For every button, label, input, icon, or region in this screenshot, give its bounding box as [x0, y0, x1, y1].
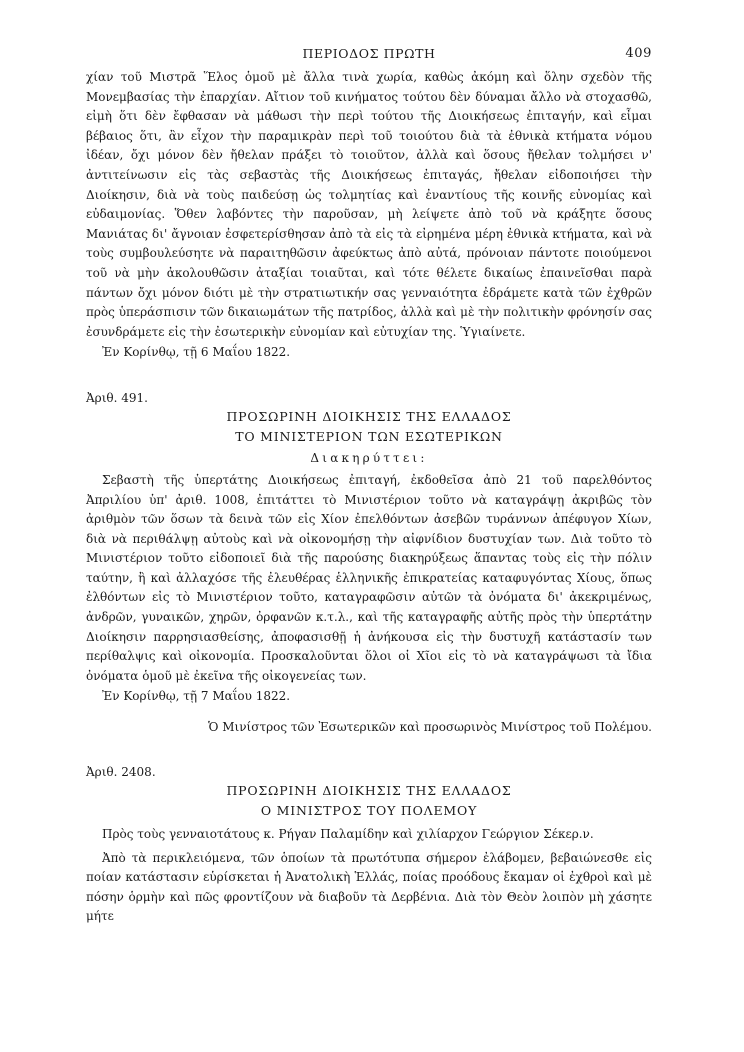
document-place-date: Ἐν Κορίνθῳ, τῇ 7 Μαΐου 1822.	[102, 689, 291, 704]
running-head-title: ΠΕΡΙΟΔΟΣ ΠΡΩΤΗ	[302, 46, 436, 61]
document-heading-government: ΠΡΟΣΩΡΙΝΗ ΔΙΟΙΚΗΣΙΣ ΤΗΣ ΕΛΛΑΔΟΣ	[226, 408, 512, 424]
continuation-paragraph: χίαν τοῦ Μιστρᾶ Ἕλος ὁμοῦ μὲ ἄλλα τινὰ χωρία, καθὼς ἀκόμη καὶ ὅλην σχεδὸν τῆς Μονεμβασίας τὴν ἐπαρχίαν. Αἴτιον τοῦ κινήματος τούτου δὲν δύναμαι ἄλλο νὰ στοχασθῶ, εἰμὴ ὅτι δὲν ἔφθασαν νὰ μάθωσι τὴν περὶ τούτου τῆς Διοικήσεως ἐπιταγήν, καὶ εἶμαι βέβαιος ὅτι, ἂν εἶχον τὴν παραμικρὰν περὶ τοῦ τοιούτου διὰ τὰ ἐθνικὰ κτήματα νόμου ἰδέαν, ὄχι μόνον δὲν ἤθελαν πράξει τὸ τοιοῦτον, ἀλλὰ καὶ ὅσους ἤθελαν τολμήσει ν' ἀντιτείνωσιν εἰς τὰς σεβαστὰς τῆς Διοικήσεως ἐπιταγάς, ἤθελαν εἰδοποιήσει τὴν Διοίκησιν, διὰ νὰ τοὺς παιδεύσῃ ὡς τολμητίας καὶ ἐναντίους τῆς κοινῆς εὐνομίας καὶ εὐδαιμονίας. Ὅθεν λαβόντες τὴν παροῦσαν, μὴ λείψετε ἀπὸ τοῦ νὰ κράξητε ὅσους Μανιάτας δι' ἄγνοιαν ἐσφετερίσθησαν ἀπὸ τὰ εἰς τὰ εἰρημένα μέρη ἐθνικὰ κτήματα, καὶ νὰ τοὺς συμβουλεύσητε νὰ παραιτηθῶσιν ἀφεύκτως ἀπὸ αὐτά, πρόνοιαν πάντοτε ποιούμενοι τοῦ νὰ μὴν ἀκολουθῶσιν ἀταξίαι τοιαῦται, καὶ τότε θέλετε δικαίως ἐπαινεῖσθαι παρὰ πάντων ὄχι μόνον διότι μὲ τὴν στρατιωτικήν σας γενναιότητα ἐδράμετε κατὰ τῶν ἐχθρῶν πρὸς ὑπεράσπισιν τῶν δικαιωμάτων τῆς πατρίδος, ἀλλὰ καὶ μὲ τὴν πολιτικὴν φρόνησίν σας ἐσυνδράμετε εἰς τὴν ἐσωτερικὴν εὐνομίαν καὶ εὐτυχίαν της. Ὑγιαίνετε.	[86, 70, 652, 339]
document-address: Πρὸς τοὺς γενναιοτάτους κ. Ρήγαν Παλαμίδην καὶ χιλίαρχον Γεώργιον Σέκερ.ν.	[102, 827, 594, 842]
document-heading-minister: Ο ΜΙΝΙΣΤΡΟΣ ΤΟΥ ΠΟΛΕΜΟΥ	[260, 803, 478, 819]
running-head	[86, 46, 652, 68]
document-number: Ἀριθ. 2408.	[86, 765, 156, 780]
page-number: 409	[625, 46, 652, 61]
document-491	[86, 389, 652, 737]
continuation-place-date: Ἐν Κορίνθῳ, τῇ 6 Μαΐου 1822.	[102, 345, 291, 360]
document-heading-government: ΠΡΟΣΩΡΙΝΗ ΔΙΟΙΚΗΣΙΣ ΤΗΣ ΕΛΛΑΔΟΣ	[226, 783, 512, 799]
document-signature: Ὁ Μινίστρος τῶν Ἐσωτερικῶν καὶ προσωρινὸς Μινίστρος τοῦ Πολέμου.	[208, 720, 652, 735]
document-page	[86, 46, 652, 927]
document-body: Ἀπὸ τὰ περικλειόμενα, τῶν ὁποίων τὰ πρωτότυπα σήμερον ἐλάβομεν, βεβαιώνεσθε εἰς ποίαν κατάστασιν εὑρίσκεται ἡ Ἀνατολικὴ Ἑλλάς, ποίας προόδους ἔκαμαν οἱ ἐχθροὶ καὶ μὲ πόσην ὁρμὴν καὶ πῶς φροντίζουν νὰ διαβοῦν τὰ Δερβένια. Διὰ τὸν Θεὸν λοιπὸν μὴ χάσητε μήτε	[86, 850, 652, 924]
document-number: Ἀριθ. 491.	[86, 390, 148, 405]
document-body: Σεβαστὴ τῆς ὑπερτάτης Διοικήσεως ἐπιταγή, ἐκδοθεῖσα ἀπὸ 21 τοῦ παρελθόντος Ἀπριλίου ὑπ' ἀριθ. 1008, ἐπιτάττει τὸ Μινιστέριον τοῦτο νὰ καταγράψῃ ἀκριβῶς τὸν ἀριθμὸν τῶν ὅσων τὰ δεινὰ τῶν εἰς Χίον ἐπελθόντων ἀσεβῶν τυράννων ἀπέφυγον Χίων, διὰ νὰ περιθάλψῃ αὐτοὺς καὶ νὰ οἰκονομήσῃ τὴν αἰφνίδιον δυστυχίαν των. Διὰ τοῦτο τὸ Μινιστέριον τοῦτο εἰδοποιεῖ διὰ τῆς παρούσης διακηρύξεως ἅπαντας τοὺς εἰς τὴν πόλιν ταύτην, ἢ καὶ ἀλλαχόσε τῆς ἐλευθέρας ἑλληνικῆς ἐπικρατείας καταφυγόντας Χίους, ὅπως ἐλθόντων εἰς τὸ Μινιστέριον τοῦτο, καταγραφῶσιν αὐτῶν τὰ ὀνόματα δι' ἀκεκριμένως, ἀνδρῶν, γυναικῶν, χηρῶν, ὀρφανῶν κ.τ.λ., καὶ τῆς καταγραφῆς αὐτῆς πρὸς τὴν ὑπερτάτην Διοίκησιν παρρησιασθείσης, ἀποφασισθῇ ἡ ἀνήκουσα εἰς τὴν δυστυχῆ κατάστασίν των περίθαλψις καὶ οἰκονομία. Προσκαλοῦνται ὅλοι οἱ Χῖοι εἰς τὸ νὰ καταγράψωσι τὰ ἴδια ὀνόματα ὁμοῦ μὲ ἐκεῖνα τῆς οἰκογενείας των.	[86, 472, 652, 683]
document-proclaims: Διακηρύττει:	[310, 450, 428, 465]
document-heading-ministry: ΤΟ ΜΙΝΙΣΤΕΡΙΟΝ ΤΩΝ ΕΣΩΤΕΡΙΚΩΝ	[235, 428, 503, 444]
document-2408	[86, 763, 652, 927]
